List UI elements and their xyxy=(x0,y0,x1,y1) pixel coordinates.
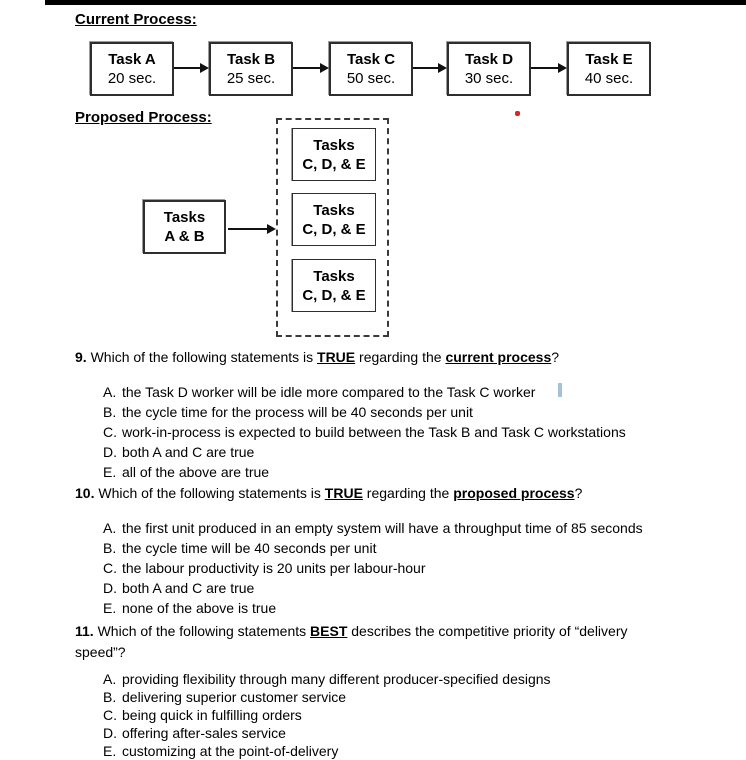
option-letter: D. xyxy=(103,444,117,460)
option-letter: B. xyxy=(103,689,117,705)
option-letter: D. xyxy=(103,725,117,741)
red-dot-mark xyxy=(515,111,520,116)
proposed-process-heading: Proposed Process: xyxy=(75,109,212,126)
option-text: the cycle time will be 40 seconds per unit xyxy=(122,540,377,556)
option-letter: E. xyxy=(103,743,117,759)
option-row xyxy=(75,382,740,402)
option-row xyxy=(75,578,740,598)
question-11 xyxy=(75,621,675,760)
option-text: customizing at the point-of-delivery xyxy=(122,743,339,759)
question-9-options xyxy=(75,382,740,482)
question-11-title: 11. Which of the following statements BEST describes the competitive priority of “delivery speed”? xyxy=(75,623,632,660)
current-process-heading: Current Process: xyxy=(75,11,197,28)
option-text: the labour productivity is 20 units per labour-hour xyxy=(122,560,426,576)
box-line2: C, D, & E xyxy=(302,155,366,173)
box-line1: Tasks xyxy=(313,267,355,285)
option-letter: B. xyxy=(103,540,117,556)
option-letter: E. xyxy=(103,464,117,480)
option-row xyxy=(75,724,675,742)
option-row xyxy=(75,518,740,538)
option-letter: A. xyxy=(103,384,117,400)
task-box-e xyxy=(567,42,651,96)
option-text: both A and C are true xyxy=(122,580,255,596)
arrow-c-to-d xyxy=(413,67,445,69)
option-letter: C. xyxy=(103,707,117,723)
arrow-b-to-c xyxy=(293,67,327,69)
option-letter: C. xyxy=(103,424,117,440)
question-10-title: 10. Which of the following statements is TRUE regarding the proposed process? xyxy=(75,485,583,501)
box-line1: Tasks xyxy=(163,209,206,226)
option-letter: D. xyxy=(103,580,117,596)
option-row xyxy=(75,538,740,558)
option-letter: A. xyxy=(103,520,117,536)
option-row xyxy=(75,598,740,618)
option-text: work-in-process is expected to build between the Task B and Task C workstations xyxy=(122,424,626,440)
box-line2: A & B xyxy=(164,228,205,245)
option-row xyxy=(75,402,740,422)
option-row xyxy=(75,688,675,706)
box-line1: Tasks xyxy=(313,136,355,154)
task-time: 25 sec. xyxy=(226,70,276,87)
option-row xyxy=(75,670,675,688)
arrow-ab-to-group xyxy=(228,228,274,230)
box-line2: C, D, & E xyxy=(302,220,366,238)
task-name: Task C xyxy=(346,51,396,68)
question-11-options xyxy=(75,670,675,760)
arrow-d-to-e xyxy=(531,67,565,69)
task-box-b xyxy=(209,42,293,96)
tasks-cde-box-3 xyxy=(292,259,376,312)
task-box-c xyxy=(329,42,413,96)
tasks-cde-box-1 xyxy=(292,128,376,181)
option-text: the first unit produced in an empty system will have a throughput time of 85 seconds xyxy=(122,520,643,536)
option-text: none of the above is true xyxy=(122,600,277,616)
option-row xyxy=(75,422,740,442)
top-black-bar xyxy=(45,0,746,5)
question-9-title: 9. Which of the following statements is TRUE regarding the current process? xyxy=(75,349,560,365)
option-text: delivering superior customer service xyxy=(122,689,347,705)
task-time: 30 sec. xyxy=(464,70,514,87)
option-text: the Task D worker will be idle more compared to the Task C worker xyxy=(122,384,536,400)
question-10-options xyxy=(75,518,740,618)
task-time: 40 sec. xyxy=(584,70,634,87)
option-text: offering after-sales service xyxy=(122,725,286,741)
option-letter: A. xyxy=(103,671,117,687)
option-text: all of the above are true xyxy=(122,464,270,480)
option-row xyxy=(75,706,675,724)
option-letter: E. xyxy=(103,600,117,616)
task-time: 20 sec. xyxy=(107,70,157,87)
text-cursor xyxy=(558,383,562,397)
option-row xyxy=(75,558,740,578)
task-name: Task E xyxy=(585,51,633,68)
task-name: Task A xyxy=(108,51,156,68)
arrow-a-to-b xyxy=(174,67,207,69)
option-letter: C. xyxy=(103,560,117,576)
task-time: 50 sec. xyxy=(346,70,396,87)
tasks-ab-box xyxy=(143,200,226,254)
task-name: Task B xyxy=(226,51,276,68)
option-text: providing flexibility through many different producer-specified designs xyxy=(122,671,551,687)
option-text: the cycle time for the process will be 40 seconds per unit xyxy=(122,404,473,420)
option-row xyxy=(75,462,740,482)
task-name: Task D xyxy=(464,51,514,68)
option-letter: B. xyxy=(103,404,117,420)
option-row xyxy=(75,742,675,760)
option-text: being quick in fulfilling orders xyxy=(122,707,302,723)
option-row xyxy=(75,442,740,462)
box-line1: Tasks xyxy=(313,201,355,219)
question-9 xyxy=(75,347,740,482)
question-10 xyxy=(75,483,740,618)
box-line2: C, D, & E xyxy=(302,286,366,304)
tasks-cde-box-2 xyxy=(292,193,376,246)
task-box-a xyxy=(90,42,174,96)
option-text: both A and C are true xyxy=(122,444,255,460)
task-box-d xyxy=(447,42,531,96)
